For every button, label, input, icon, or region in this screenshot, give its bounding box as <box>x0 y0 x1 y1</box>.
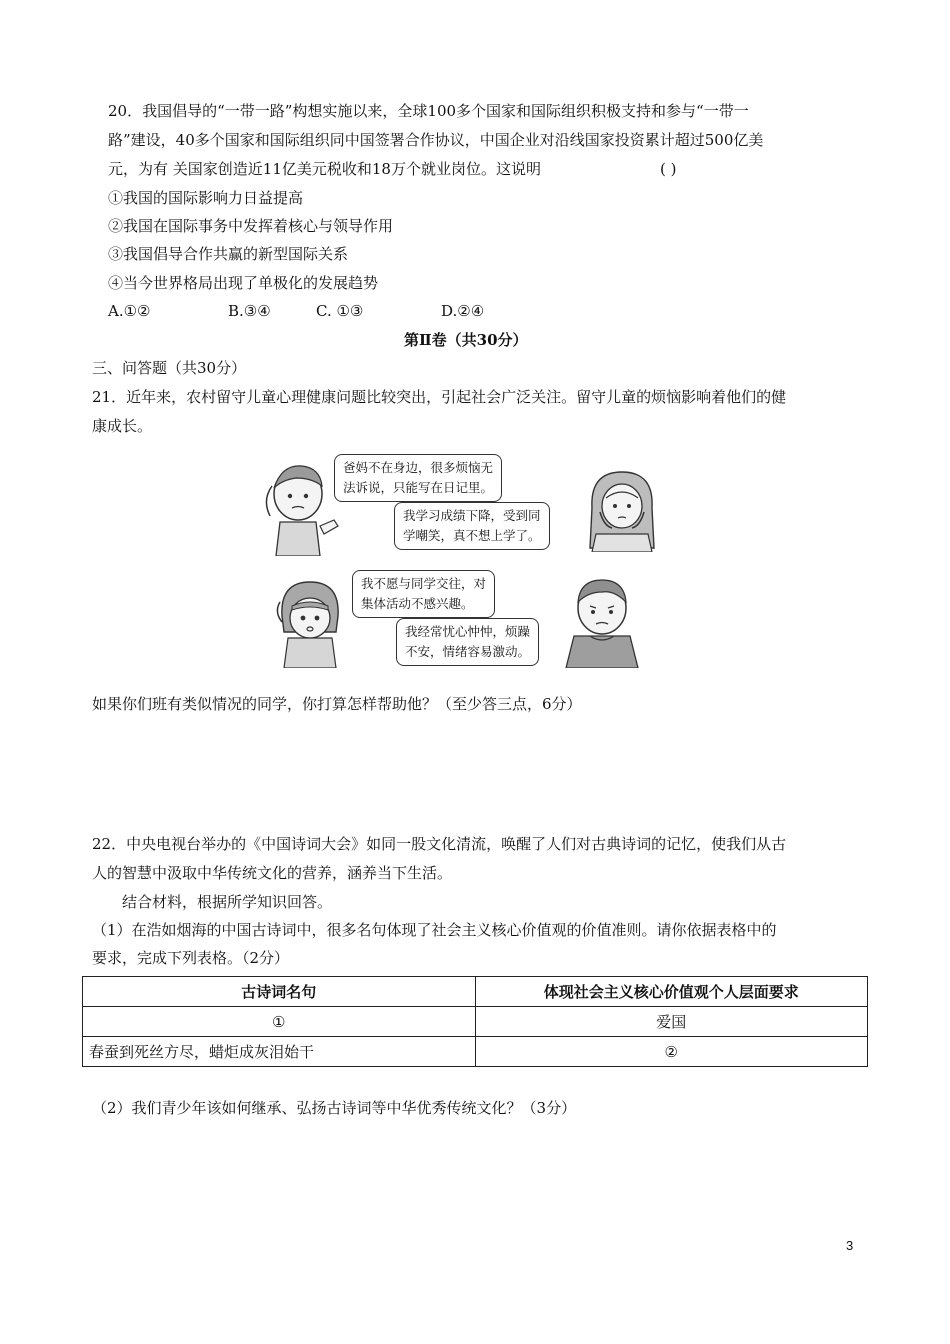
bubble-3-line1: 我不愿与同学交往，对 <box>361 576 487 591</box>
table-cell: 爱国 <box>475 1007 868 1037</box>
table-cell: ② <box>475 1037 868 1067</box>
q20-choice-c: C. ①③ <box>316 302 364 320</box>
table-cell: ① <box>83 1007 476 1037</box>
boy-anxious-figure <box>562 572 644 668</box>
q20-line2: 路”建设，40多个国家和国际组织同中国签署合作协议，中国企业对沿线国家投资累计超过500亿美 <box>108 131 764 149</box>
q20-choice-b: B.③④ <box>228 302 271 320</box>
q20-answer-paren: ( ) <box>660 160 677 178</box>
q22-line1: 22．中央电视台举办的《中国诗词大会》如同一股文化清流，唤醒了人们对古典诗词的记忆，使我们从古 <box>92 835 787 853</box>
table-header-poem: 古诗词名句 <box>83 977 476 1007</box>
q21-line2: 康成长。 <box>92 417 153 435</box>
girl-withdrawn-figure <box>272 576 348 668</box>
table-row <box>83 1037 868 1067</box>
q20-choice-a: A.①② <box>108 302 151 320</box>
q20-line1: 20．我国倡导的“一带一路”构想实施以来，全球100多个国家和国际组织积极支持和参与“一带一 <box>108 102 749 120</box>
bubble-2-line1: 我学习成绩下降，受到同 <box>403 508 541 523</box>
comic-illustration <box>262 448 662 668</box>
q20-choice-d: D.②④ <box>441 302 485 320</box>
q20-option-4: ④当今世界格局出现了单极化的发展趋势 <box>108 274 379 292</box>
section3-heading: 三、问答题（共30分） <box>92 359 247 377</box>
part2-title: 第Ⅱ卷（共30分） <box>404 331 528 349</box>
q21-question: 如果你们班有类似情况的同学，你打算怎样帮助他？（至少答三点，6分） <box>92 695 582 713</box>
table-cell: 春蚕到死丝方尽，蜡炬成灰泪始干 <box>83 1037 476 1067</box>
table-header-row <box>83 977 868 1007</box>
bubble-4-line1: 我经常忧心忡忡，烦躁 <box>405 624 531 639</box>
q20-option-1: ①我国的国际影响力日益提高 <box>108 189 304 207</box>
bubble-3-line2: 集体活动不感兴趣。 <box>361 596 474 611</box>
bubble-1-line2: 法诉说，只能写在日记里。 <box>343 480 494 495</box>
q20-option-2: ②我国在国际事务中发挥着核心与领导作用 <box>108 217 394 235</box>
q22-line3: 结合材料，根据所学知识回答。 <box>122 893 333 911</box>
q20-option-3: ③我国倡导合作共赢的新型国际关系 <box>108 245 349 263</box>
bubble-2-line2: 学嘲笑，真不想上学了。 <box>403 528 541 543</box>
boy-worried-figure <box>262 456 342 556</box>
q22-sub1-line2: 要求，完成下列表格。（2分） <box>92 949 290 967</box>
page-number: 3 <box>846 1238 854 1253</box>
q21-line1: 21．近年来，农村留守儿童心理健康问题比较突出，引起社会广泛关注。留守儿童的烦恼影响着他们的健 <box>92 388 787 406</box>
girl-sad-figure <box>582 468 662 552</box>
q22-sub1-line1: （1）在浩如烟海的中国古诗词中，很多名句体现了社会主义核心价值观的价值准则。请你依据表格中的 <box>92 921 777 939</box>
speech-bubble-2 <box>394 502 550 550</box>
q20-line3: 元，为有 关国家创造近11亿美元税收和18万个就业岗位。这说明 <box>108 160 541 178</box>
bubble-4-line2: 不安，情绪容易激动。 <box>405 644 531 659</box>
q22-sub2: （2）我们青少年该如何继承、弘扬古诗词等中华优秀传统文化？（3分） <box>92 1099 577 1117</box>
speech-bubble-1 <box>334 454 502 502</box>
speech-bubble-4 <box>396 618 539 666</box>
speech-bubble-3 <box>352 570 495 618</box>
poetry-values-table <box>82 976 868 1067</box>
table-row <box>83 1007 868 1037</box>
q22-line2: 人的智慧中汲取中华传统文化的营养，涵养当下生活。 <box>92 864 453 882</box>
bubble-1-line1: 爸妈不在身边，很多烦恼无 <box>343 460 494 475</box>
table-header-values: 体现社会主义核心价值观个人层面要求 <box>475 977 868 1007</box>
